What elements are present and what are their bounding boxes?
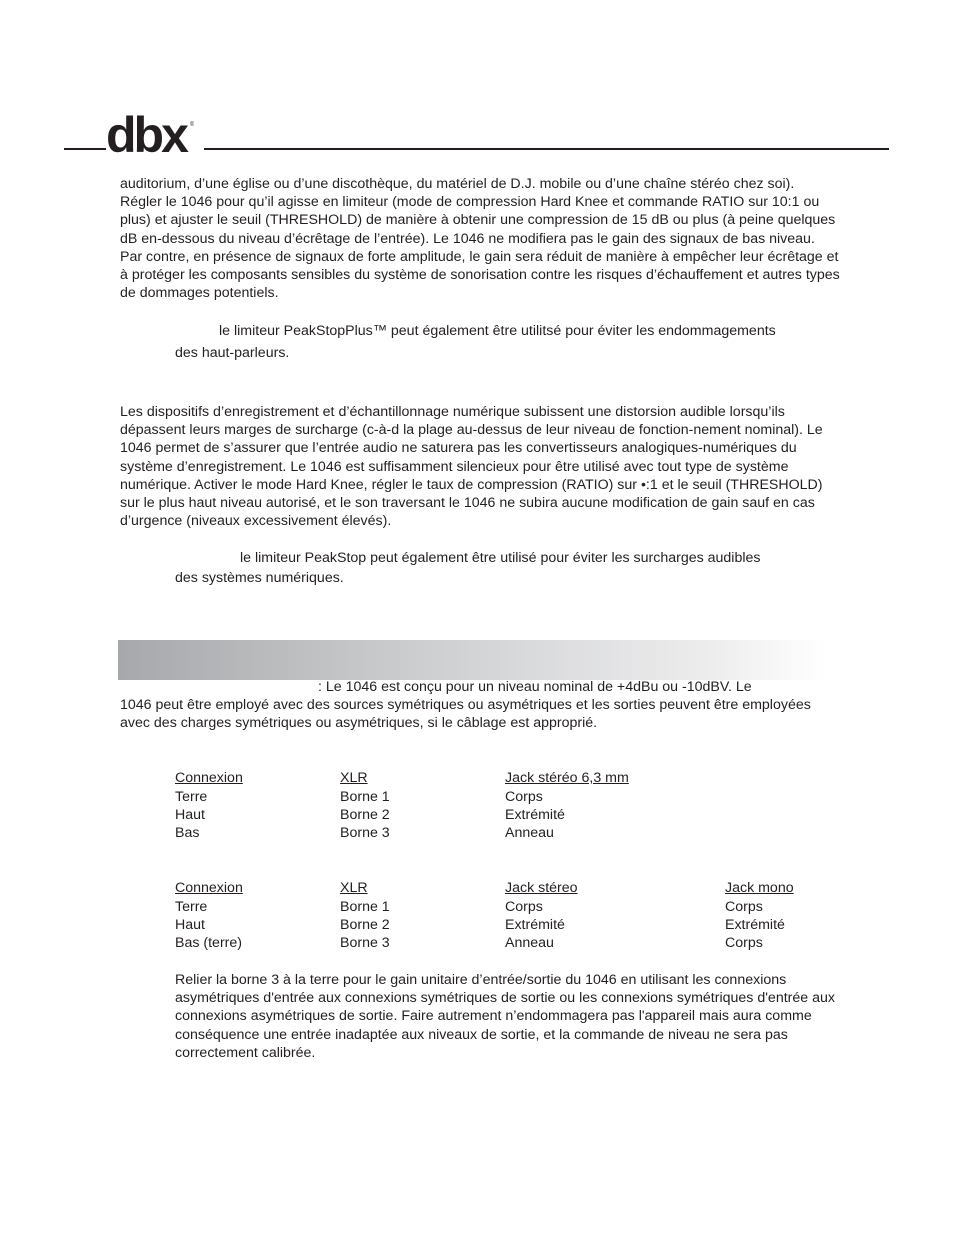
table-cell: Borne 1 [340,789,390,805]
table-header: Connexion [175,770,243,786]
table-cell: Extrémité [505,807,565,823]
paragraph-unbalanced-note: Relier la borne 3 à la terre pour le gain unitaire d’entrée/sortie du 1046 en utilisant les connexions asymétriques d'entrée aux connexions symétriques de sortie ou les connexions symétriques d'entrée aux connexions asymétriques de sortie. Faire autrement n’endommagera pas l'appareil mais aura comme conséquence une entrée inadaptée aux niveaux de sortie, et la commande de niveau ne sera pas correctement calibrée. [175,972,835,1061]
header-rule-right [204,148,889,150]
table-header: Jack mono [725,880,794,896]
dbx-logo [106,104,194,156]
table-row [175,934,954,952]
table-cell: Corps [505,899,543,915]
table-cell: Borne 3 [340,825,390,841]
table-cell: Corps [725,935,763,951]
wiring-table-balanced [175,769,875,849]
note1-line1: le limiteur PeakStopPlus™ peut également être utilitsé pour éviter les endommagements [219,323,776,339]
table-cell: Corps [725,899,763,915]
note1-line2: des haut-parleurs. [175,345,290,361]
table-row [175,788,954,806]
table-cell: Corps [505,789,543,805]
table-cell: Extrémité [505,917,565,933]
table-row [175,806,954,824]
table-cell: Bas (terre) [175,935,243,951]
table-header-row [175,769,954,787]
table-header: Jack stéréo 6,3 mm [505,770,629,786]
wiring-table-unbalanced [175,879,875,959]
table-cell: Extrémité [725,917,785,933]
paragraph-digital-recording: Les dispositifs d’enregistrement et d’échantillonnage numérique subissent une distorsion audible lorsqu’ils dépassent leurs marges de surcharge (c-à-d la plage au-dessus de leur niveau de fonction-nement nominal). Le 1046 permet de s’assurer que l’entrée audio ne saturera pas les convertisseurs analogiques-numériques du système d’enregistrement. Le 1046 est suffisamment silencieux pour être utilisé avec tout type de système numérique. Activer le mode Hard Knee, régler le taux de compression (RATIO) sur •:1 et le seuil (THRESHOLD) sur le plus haut niveau autorisé, et le son traversant le 1046 ne subira aucune modification de gain sauf en cas d’urgence (niveaux excessivement élevés). [120,404,823,530]
logo-text: dbx [106,107,186,156]
table-cell: Borne 2 [340,807,390,823]
header-rule-left [64,148,106,150]
table-cell: Terre [175,789,208,805]
table-cell: Haut [175,917,205,933]
table-header: XLR [340,880,368,896]
note2-line2: des systèmes numériques. [175,570,344,586]
table-row [175,916,954,934]
table-cell: Anneau [505,935,554,951]
paragraph-live-sound: auditorium, d’une église ou d’une discothèque, du matériel de D.J. mobile ou d’une chaîne stéréo chez soi). Régler le 1046 pour qu’il agisse en limiteur (mode de compression Hard Knee et commande RATIO sur 10:1 ou plus) et ajuster le seuil (THRESHOLD) de manière à obtenir une compression de 15 dB ou plus (à peine quelques dB en-dessous du niveau d’écrêtage de l’entrée). Le 1046 ne modifiera pas le gain des signaux de bas niveau. Par contre, en présence de signaux de forte amplitude, le gain sera réduit de manière à empêcher leur écrêtage et à protéger les composants sensibles du système de sonorisation contre les risques d’échauffement et autres types de dommages potentiels. [120,176,840,302]
table-cell: Haut [175,807,205,823]
table-cell: Bas [175,825,200,841]
table-header-row [175,879,954,897]
table-header: Jack stéreo [505,880,578,896]
note2-line1: le limiteur PeakStop peut également être utilisé pour éviter les surcharges audibles [240,550,761,566]
paragraph-levels: 1046 peut être employé avec des sources symétriques ou asymétriques et les sorties peuvent être employées avec des charges symétriques ou asymétriques, si le câblage est approprié. [120,697,811,732]
logo-registered-mark: ® [190,122,194,128]
table-cell: Borne 1 [340,899,390,915]
table-cell: Anneau [505,825,554,841]
table-row [175,824,954,842]
table-row [175,898,954,916]
table-cell: Borne 2 [340,917,390,933]
table-cell: Terre [175,899,208,915]
section-header-band [118,640,826,680]
table-header: Connexion [175,880,243,896]
paragraph-levels-line1: : Le 1046 est conçu pour un niveau nominal de +4dBu ou -10dBV. Le [318,679,752,695]
table-header: XLR [340,770,368,786]
table-cell: Borne 3 [340,935,390,951]
